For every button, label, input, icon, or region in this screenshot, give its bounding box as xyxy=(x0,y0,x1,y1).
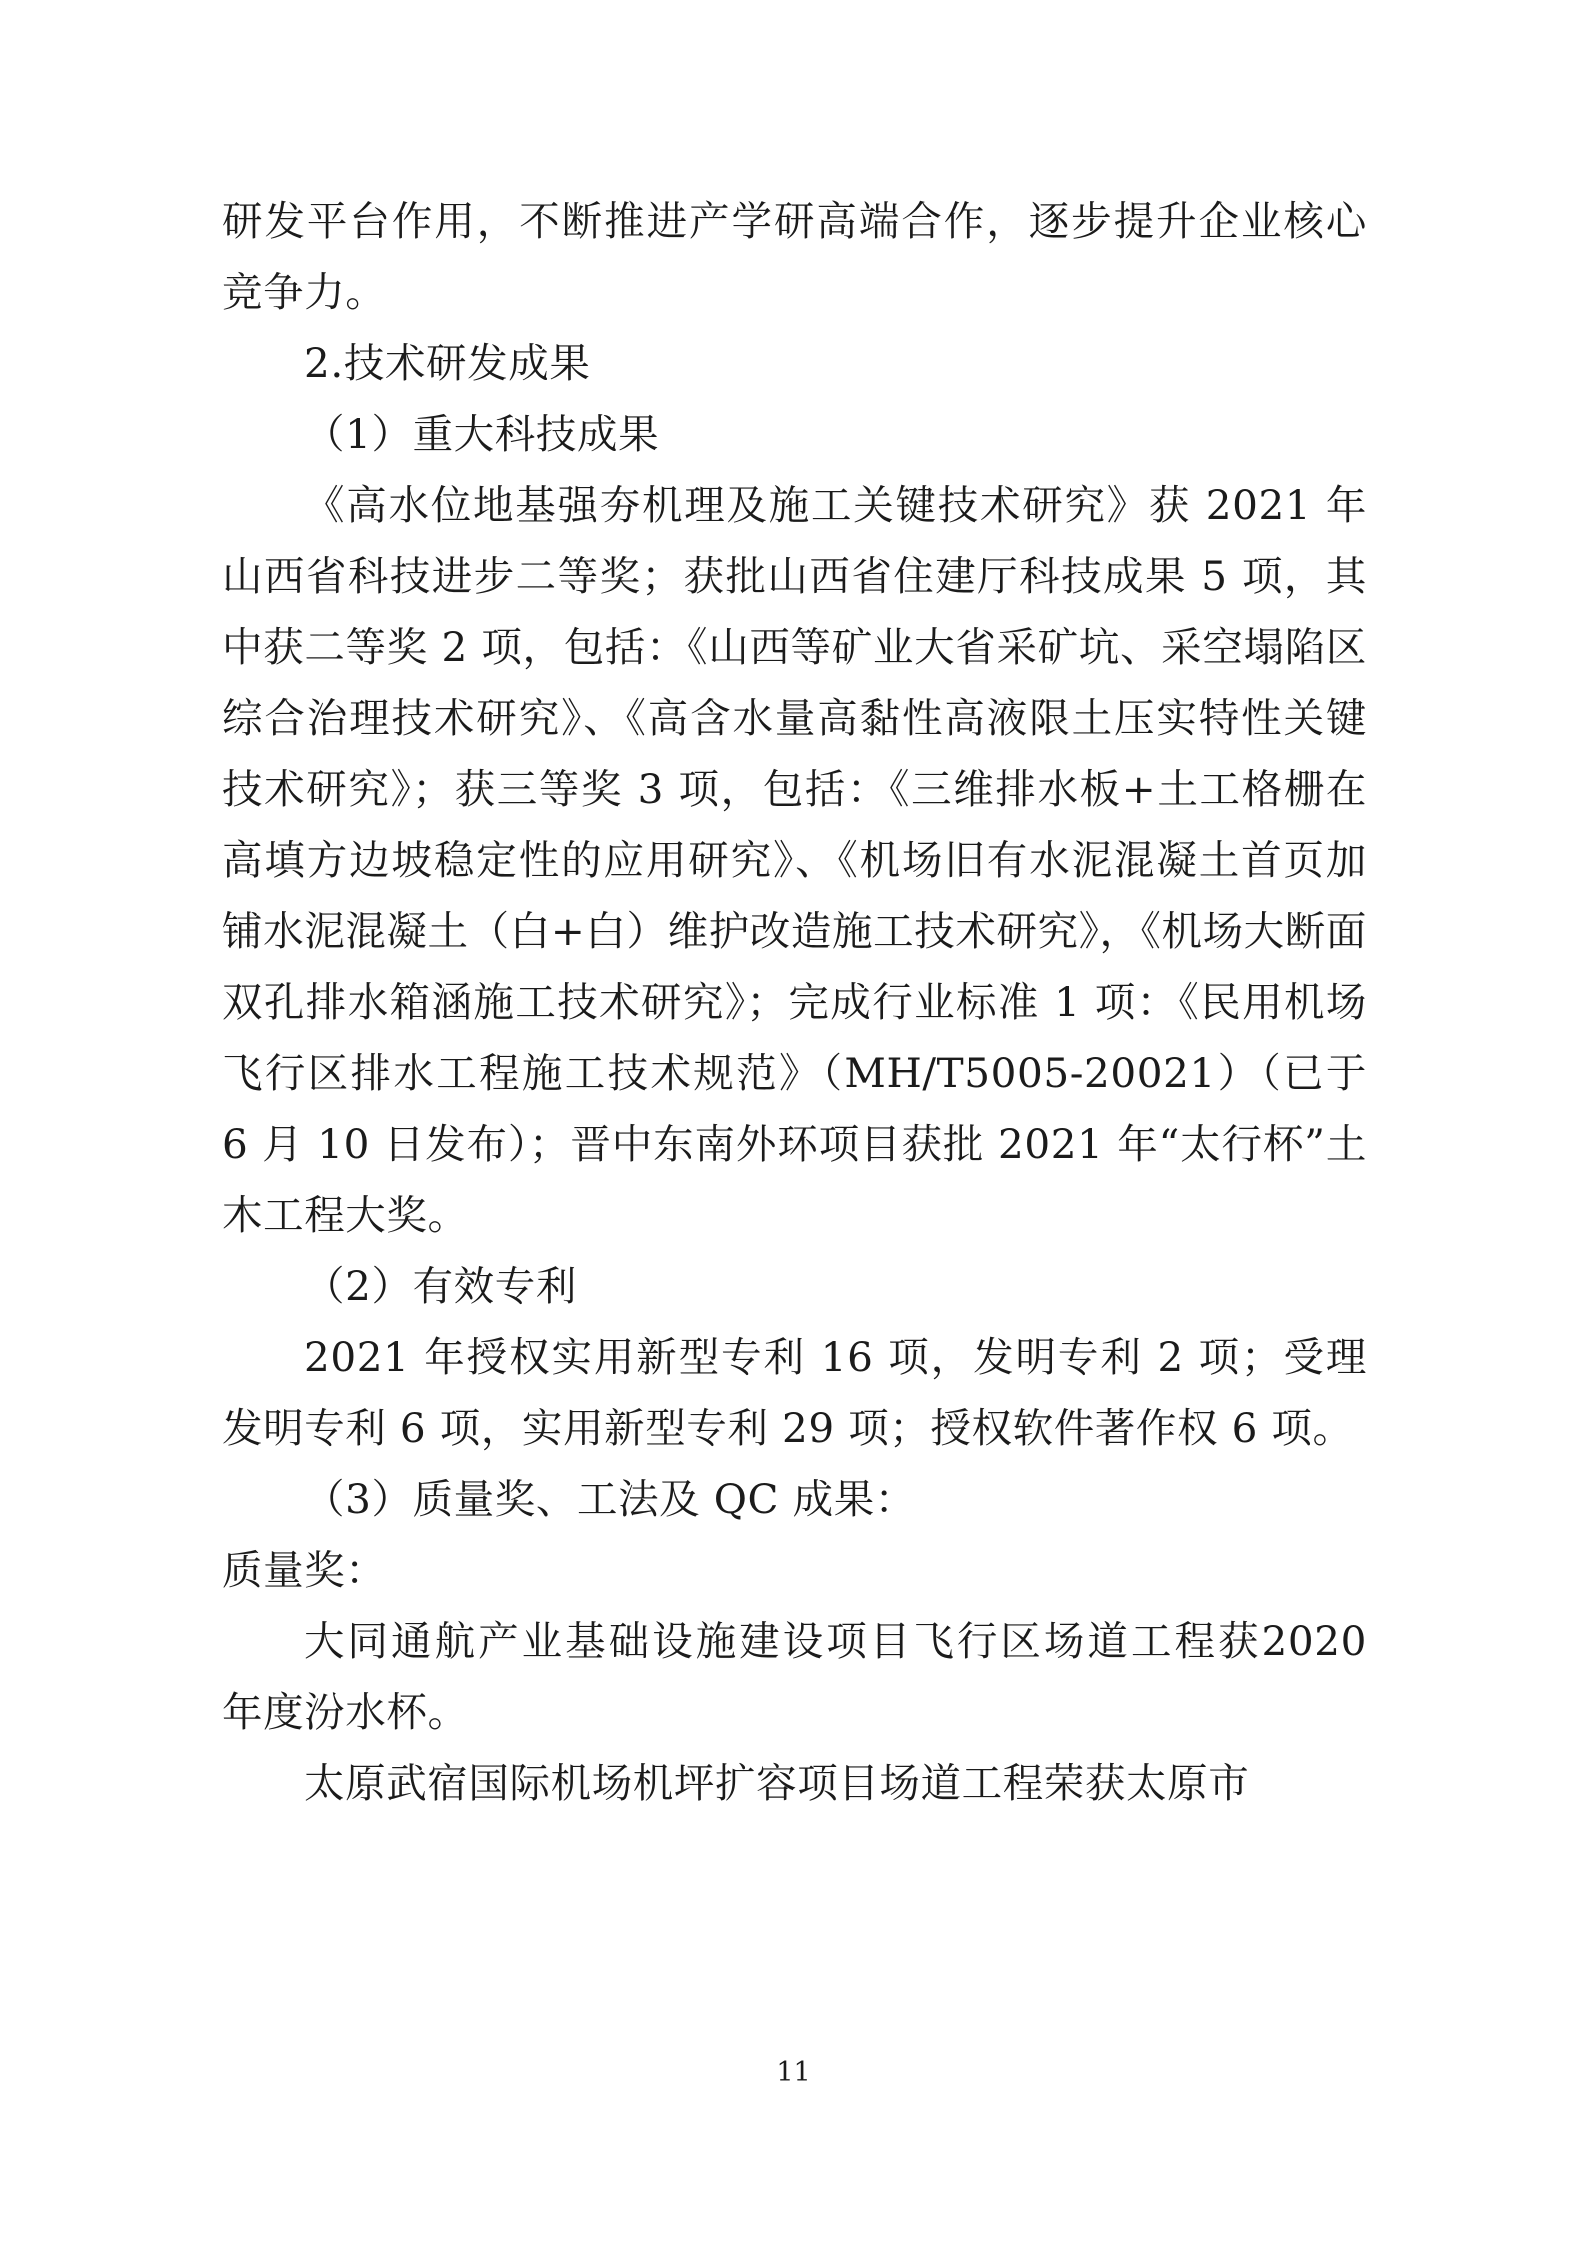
paragraph: 《高水位地基强夯机理及施工关键技术研究》获 2021 年山西省科技进步二等奖；获批山西省住建厅科技成果 5 项，其中获二等奖 2 项，包括：《山西等矿业大省采矿坑、采空塌陷区综合治理技术研究》、《高含水量高黏性高液限土压实特性关键技术研究》；获三等奖 3 项，包括：《三维排水板+土工格栅在高填方边坡稳定性的应用研究》、《机场旧有水泥混凝土首页加铺水泥混凝土（白+白）维护改造施工技术研究》，《机场大断面双孔排水箱涵施工技术研究》；完成行业标准 1 项：《民用机场飞行区排水工程施工技术规范》（MH/T5005-20021）（已于 6 月 10 日发布）；晋中东南外环项目获批 2021 年“太行杯”土木工程大奖。 xyxy=(222,481,1381,1239)
page-number: 11 xyxy=(776,2057,811,2088)
paragraph: 质量奖： xyxy=(222,1546,387,1594)
paragraph: 太原武宿国际机场机坪扩容项目场道工程荣获太原市 xyxy=(304,1759,1250,1807)
paragraph: 大同通航产业基础设施建设项目飞行区场道工程获2020 年度汾水杯。 xyxy=(222,1617,1381,1736)
paragraph: 研发平台作用，不断推进产学研高端合作，逐步提升企业核心竞争力。 xyxy=(222,197,1367,316)
paragraph: 2.技术研发成果 xyxy=(304,339,591,387)
paragraph: 2021 年授权实用新型专利 16 项，发明专利 2 项；受理发明专利 6 项，实用新型专利 29 项；授权软件著作权 6 项。 xyxy=(222,1333,1367,1452)
paragraph: （1）重大科技成果 xyxy=(304,410,660,458)
paragraph: （3）质量奖、工法及 QC 成果： xyxy=(304,1475,916,1523)
paragraph: （2）有效专利 xyxy=(304,1262,577,1310)
page-body xyxy=(222,186,1381,1819)
